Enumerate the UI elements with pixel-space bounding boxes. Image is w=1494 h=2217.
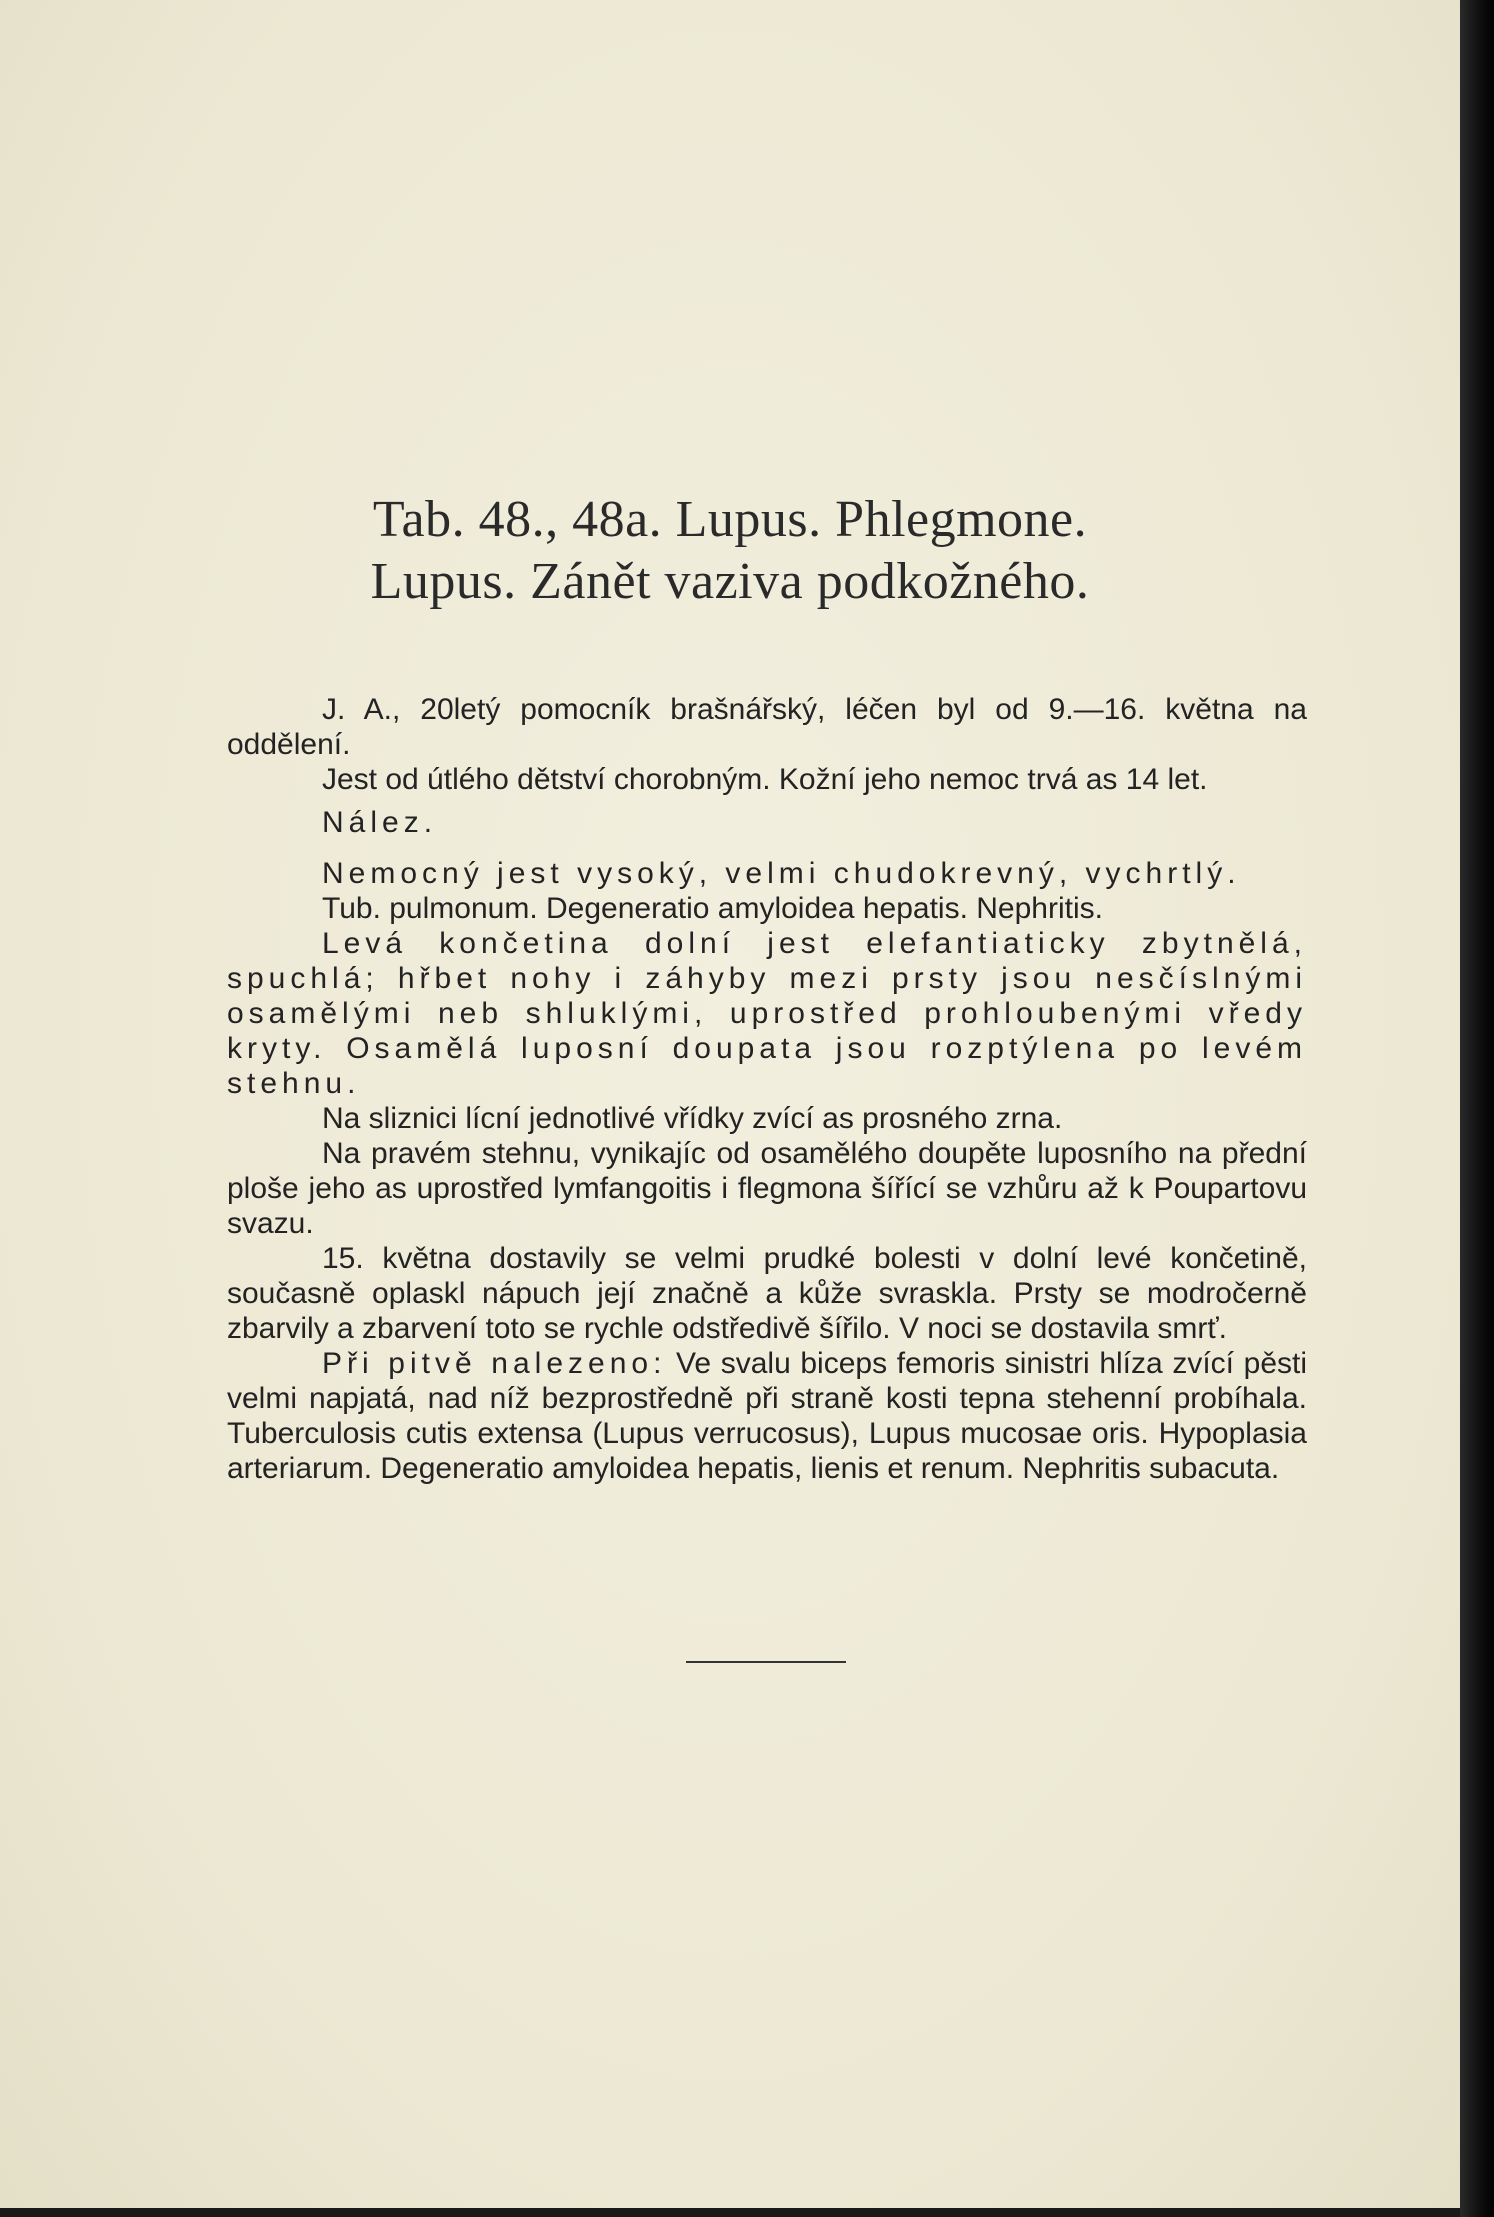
autopsy-text: Ve svalu biceps femoris sinistri hlíza zvící pěsti velmi napjatá, nad níž bezprostředně při straně kosti tepna stehenní probíhala. Tuberculosis cutis extensa (Lupus verrucosus), Lupus mucosae oris. Hypoplasia arteriarum. Degeneratio amyloidea hepatis, lienis et renum. Nephritis subacuta. bbox=[227, 1347, 1308, 1485]
paragraph-right-thigh: Na pravém stehnu, vynikajíc od osamělého doupěte luposního na přední ploše jeho as uprostřed lymfangoitis i flegmona šířící se vzhůru až k Poupartovu svazu. bbox=[227, 1137, 1307, 1240]
book-binding-edge bbox=[1460, 0, 1494, 2217]
finding-heading: Nález. bbox=[322, 806, 438, 839]
autopsy-lead: Při pitvě nalezeno: bbox=[322, 1347, 667, 1380]
page-title-line-2: Lupus. Zánět vaziva podkožného. bbox=[370, 553, 1090, 610]
paragraph-course: 15. května dostavily se velmi prudké bolesti v dolní levé končetině, současně oplaskl nápuch její značně a kůže svraskla. Prsty se modročerně zbarvily a zbarvení toto se rychle odstředivě šířilo. V noci se dostavila smrť. bbox=[227, 1242, 1307, 1345]
paragraph-finding-general: Nemocný jest vysoký, velmi chudokrevný, vychrtlý. bbox=[322, 857, 1241, 890]
paragraph-history: Jest od útlého dětství chorobným. Kožní jeho nemoc trvá as 14 let. bbox=[322, 763, 1208, 796]
paragraph-diagnoses: Tub. pulmonum. Degeneratio amyloidea hepatis. Nephritis. bbox=[322, 892, 1103, 925]
paragraph-mucosa: Na sliznici lícní jednotlivé vřídky zvící as prosného zrna. bbox=[322, 1102, 1063, 1135]
paragraph-patient: J. A., 20letý pomocník brašnářský, léčen byl od 9.—16. května na oddělení. bbox=[227, 693, 1307, 761]
paragraph-left-limb: Levá končetina dolní jest elefantiaticky zbytnělá, spuchlá; hřbet nohy i záhyby mezi prsty jsou nesčíslnými osamělými neb shluklými, uprostřed prohloubenými vředy kryty. Osamělá luposní doupata jsou rozptýlena po levém stehnu. bbox=[227, 927, 1307, 1100]
paragraph-autopsy bbox=[227, 1346, 1307, 1486]
document-body bbox=[227, 692, 1307, 1486]
page-title-line-1: Tab. 48., 48a. Lupus. Phlegmone. bbox=[372, 491, 1088, 548]
end-rule bbox=[686, 1661, 846, 1663]
